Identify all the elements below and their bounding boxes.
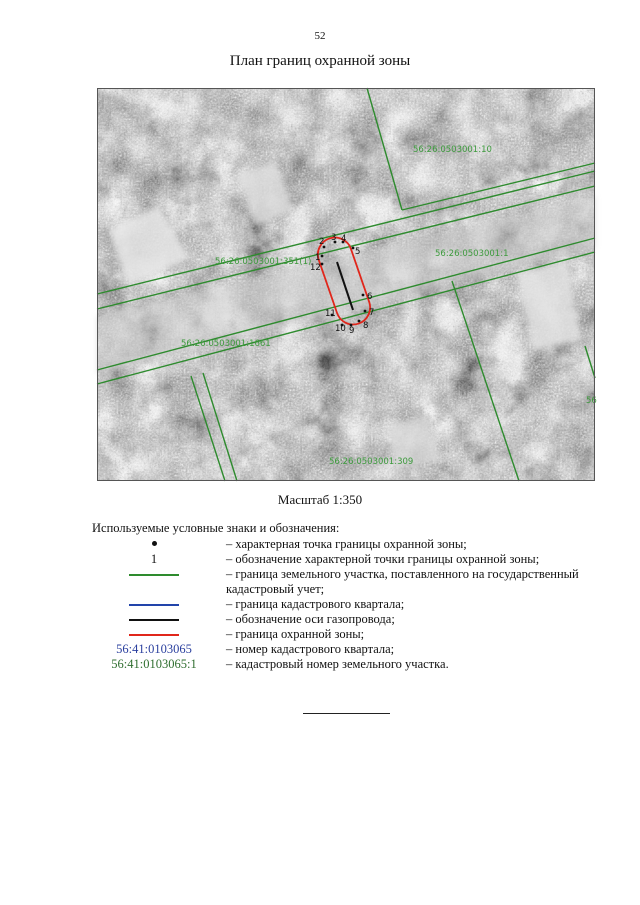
point-label-2: 2: [319, 237, 325, 247]
footer-rule: [303, 713, 390, 714]
point-label-11: 11: [325, 309, 336, 319]
legend-text: – граница охранной зоны;: [226, 627, 365, 641]
legend-heading: Используемые условные знаки и обозначения:: [92, 521, 340, 535]
parcel-label: 56:26:0503001:1661: [181, 339, 271, 349]
legend-symbol: [96, 567, 212, 576]
legend-text: – граница земельного участка, поставленного на государственный кадастровый учет;: [226, 567, 579, 596]
pipeline-axis-line-icon: [129, 619, 179, 621]
legend-text: – кадастровый номер земельного участка.: [226, 657, 449, 671]
point-label-3: 3: [331, 233, 337, 243]
point-label-5: 5: [355, 247, 361, 257]
point-label-10: 10: [335, 324, 346, 334]
boundary-point: [352, 247, 355, 250]
orthophoto-map: [97, 88, 595, 481]
parcel-label: 56:26:0503001:1: [435, 249, 509, 259]
boundary-point: [364, 310, 367, 313]
parcel-boundary-line-icon: [129, 574, 179, 576]
parcel-label: 56:26:0503001:10: [413, 145, 492, 155]
boundary-point: [321, 255, 324, 258]
boundary-point: [321, 263, 324, 266]
legend-text: – граница кадастрового квартала;: [226, 597, 405, 611]
legend-symbol-quarter-number: 56:41:0103065: [116, 642, 192, 656]
point-label-9: 9: [349, 326, 355, 336]
point-label-8: 8: [363, 321, 369, 331]
point-label-6: 6: [367, 292, 373, 302]
quarter-boundary-line-icon: [129, 604, 179, 606]
legend-symbol: [96, 627, 212, 636]
legend-symbol-parcel-number: 56:41:0103065:1: [111, 657, 197, 671]
parcel-label: 56:26:0503001:309: [329, 457, 414, 467]
point-label-4: 4: [341, 234, 347, 244]
map-svg: [97, 88, 595, 481]
boundary-point: [358, 320, 361, 323]
point-label-7: 7: [369, 308, 375, 318]
legend-text: – обозначение характерной точки границы охранной зоны;: [226, 552, 540, 566]
legend-symbol: [96, 537, 212, 546]
parcel-label: 56:26:0503001:351(1): [215, 257, 312, 267]
page-number: 52: [314, 30, 326, 42]
point-label-1: 1: [315, 253, 321, 263]
boundary-point: [362, 294, 365, 297]
legend-symbol: [96, 612, 212, 621]
parcel-label: 56: [586, 396, 597, 406]
legend-text: – обозначение оси газопровода;: [226, 612, 395, 626]
protection-zone-line-icon: [129, 634, 179, 636]
page-title: План границ охранной зоны: [229, 53, 411, 69]
point-dot-icon: [152, 541, 157, 546]
map-scale: Масштаб 1:350: [277, 492, 363, 507]
legend-text: – номер кадастрового квартала;: [226, 642, 395, 656]
legend-symbol: [96, 597, 212, 606]
point-label-12: 12: [310, 263, 321, 273]
legend-text: – характерная точка границы охранной зоны;: [226, 537, 467, 551]
legend-symbol: 1: [150, 552, 158, 566]
